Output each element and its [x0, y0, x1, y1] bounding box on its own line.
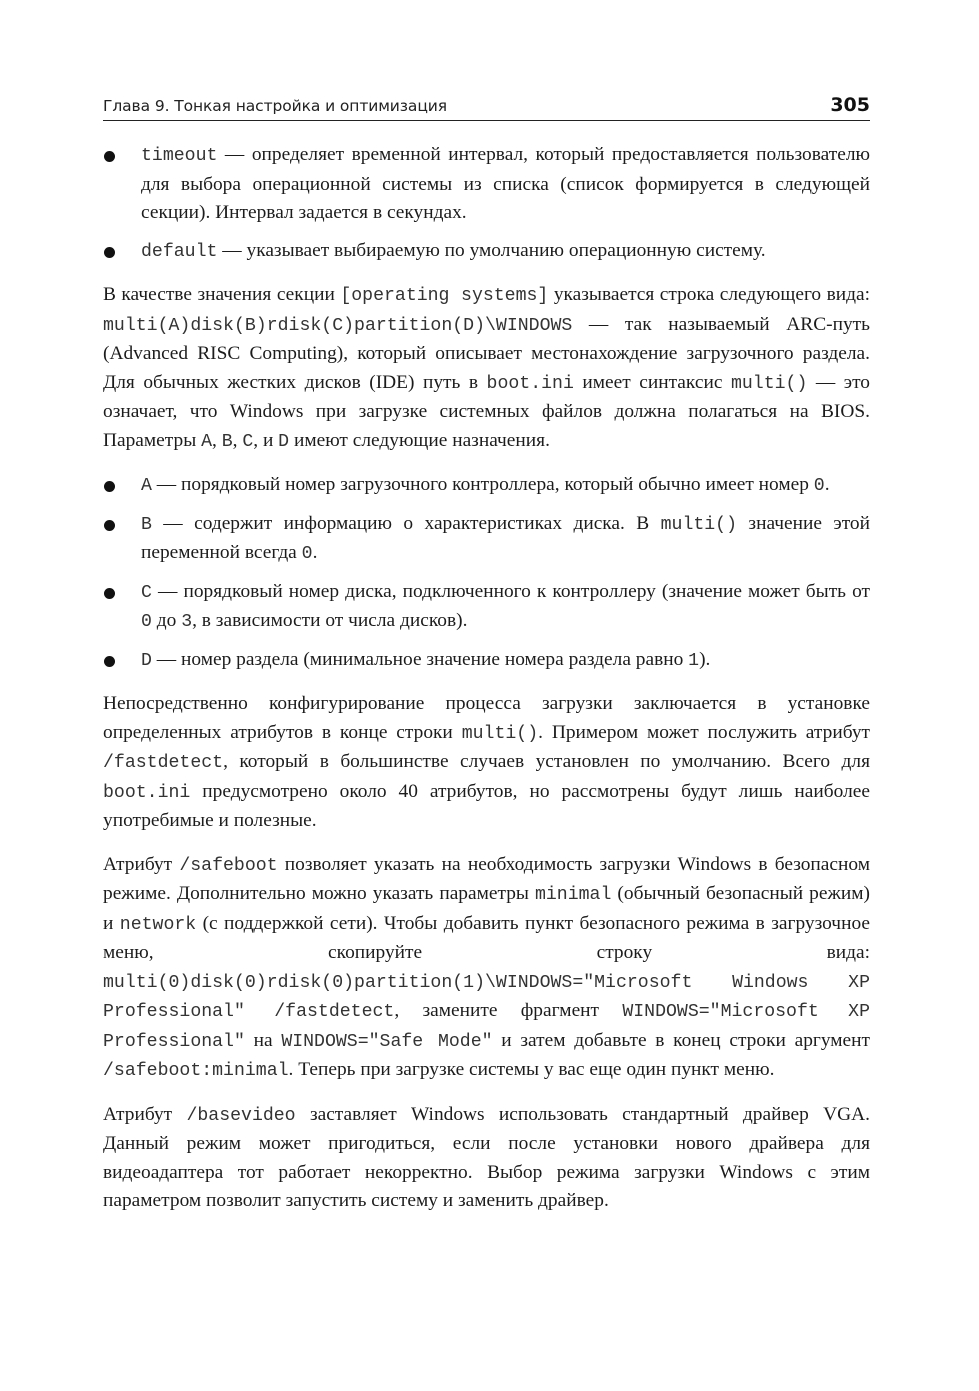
code: 0: [141, 612, 152, 632]
text: на: [244, 1029, 282, 1051]
code: [operating systems]: [340, 286, 549, 306]
text: , который в большинстве случаев установлен по умолчанию. Всего для: [223, 751, 870, 772]
item-text: — указывает выбираемую по умолчанию операционную систему.: [217, 239, 766, 261]
code-term: A: [141, 476, 152, 496]
text: — это означает, что Windows при загрузке системных файлов должна полагаться на BIOS. Параметры: [103, 371, 871, 451]
code: multi(A)disk(B)rdisk(C)partition(D)\WINDOWS: [103, 315, 573, 336]
code: /basevideo: [186, 1105, 296, 1126]
text: , в зависимости от числа дисков).: [192, 610, 468, 631]
code: 3: [181, 612, 193, 632]
code: /safeboot:minimal: [103, 1061, 289, 1081]
text: — порядковый номер загрузочного контроллера, который обычно имеет номер: [151, 474, 814, 495]
code-term: D: [141, 650, 152, 671]
paragraph-basevideo: [103, 1101, 870, 1216]
code-term: B: [141, 514, 152, 535]
text: .: [312, 542, 318, 563]
text: . Примером может послужить атрибут: [538, 721, 870, 743]
code: 1: [688, 650, 700, 671]
text: и затем добавьте в конец строки аргумент: [492, 1029, 871, 1051]
text: имеют следующие назначения.: [289, 429, 550, 451]
bullet-icon: [104, 247, 115, 258]
paragraph-arc-path: [103, 281, 870, 456]
code: multi(): [660, 514, 738, 535]
code: multi(): [461, 723, 539, 744]
code: WINDOWS="Safe Mode": [281, 1031, 493, 1052]
code: WINDOWS="Microsoft XP Professional": [103, 1002, 870, 1052]
list-item: [103, 510, 870, 569]
text: Атрибут: [103, 1103, 187, 1125]
code-term: default: [141, 241, 218, 262]
text: заставляет Windows использовать стандартный драйвер VGA. Данный режим может пригодиться, если после установки нового драйвера для видеоадаптера тот работает некорректно. Выбор режима загрузки Windows с этим параметром позволит запустить систему и заменить драйвер.: [103, 1103, 870, 1211]
arc-params-list: [103, 471, 870, 675]
paragraph-safeboot: [103, 851, 870, 1086]
text: Непосредственно конфигурирование процесса загрузки заключается в установке определенных атрибутов в конце строки: [103, 693, 870, 743]
bullet-icon: [104, 656, 115, 667]
bullet-icon: [104, 520, 115, 531]
code: multi(): [730, 373, 808, 394]
code: boot.ini: [486, 373, 574, 394]
text: (обычный безопасный режим) и: [103, 883, 870, 934]
list-item: [103, 646, 870, 676]
text: . Теперь при загрузке системы у вас еще один пункт меню.: [288, 1059, 775, 1080]
paragraph-attributes: [103, 690, 870, 836]
code: C: [242, 431, 254, 452]
text: , и: [253, 429, 279, 451]
text: ,: [212, 429, 222, 451]
text: позволяет указать на необходимость загрузки Windows в безопасном режиме. Дополнительно можно указать параметры: [103, 853, 870, 904]
text: — так называемый ARC-путь (Advanced RISC Computing), который описывает местонахождение загрузочного раздела. Для обычных жестких дисков (IDE) путь в: [103, 313, 870, 393]
code-term: timeout: [141, 146, 218, 166]
list-item: [103, 471, 870, 501]
text: .: [824, 474, 830, 495]
item-text: — определяет временной интервал, который предоставляется пользователю для выбора операционной системы из списка (список формируется в следующей секции). Интервал задается в секундах.: [141, 144, 870, 223]
code: network: [119, 914, 197, 935]
list-item: [103, 578, 870, 637]
code: /safeboot: [179, 855, 278, 876]
body-text: [103, 141, 870, 1231]
running-header: [103, 88, 870, 121]
text: имеет синтаксис: [573, 371, 731, 393]
text: — порядковый номер диска, подключенного к контроллеру (значение может быть от: [151, 580, 870, 602]
text: предусмотрено около 40 атрибутов, но рассмотрены будут лишь наиболее употребимые и полезные.: [103, 780, 870, 831]
code: B: [221, 431, 233, 452]
text: значение этой переменной всегда: [141, 512, 870, 563]
code: 0: [813, 476, 825, 496]
text: ,: [232, 429, 243, 451]
code: minimal: [534, 885, 612, 905]
text: (с поддержкой сети). Чтобы добавить пункт безопасного режима в загрузочное меню, скопируйте строку вида:: [103, 912, 870, 963]
list-item: [103, 141, 870, 228]
text: указывается строка следующего вида:: [548, 284, 870, 305]
list-item: [103, 237, 870, 267]
boot-loader-params-list: [103, 141, 870, 266]
text: — содержит информацию о характеристиках диска. В: [151, 512, 661, 534]
code: D: [278, 431, 290, 452]
bullet-icon: [104, 588, 115, 599]
text: до: [151, 610, 182, 631]
text: В качестве значения секции: [103, 284, 341, 305]
code: /fastdetect: [103, 753, 224, 773]
text: , замените фрагмент: [394, 1000, 623, 1021]
text: Атрибут: [103, 853, 180, 875]
bullet-icon: [104, 151, 115, 162]
text: ).: [699, 648, 711, 670]
code: 0: [301, 544, 313, 564]
text: — номер раздела (минимальное значение номера раздела равно: [151, 648, 689, 670]
code: multi(0)disk(0)rdisk(0)partition(1)\WINDOWS="Microsoft Windows XP Professional" /fastdetect: [103, 972, 870, 1022]
page-number: 305: [830, 94, 870, 116]
bullet-icon: [104, 481, 115, 492]
code: boot.ini: [103, 782, 191, 803]
code-term: C: [141, 582, 152, 603]
chapter-title: Глава 9. Тонкая настройка и оптимизация: [103, 97, 447, 115]
code: A: [201, 431, 212, 452]
